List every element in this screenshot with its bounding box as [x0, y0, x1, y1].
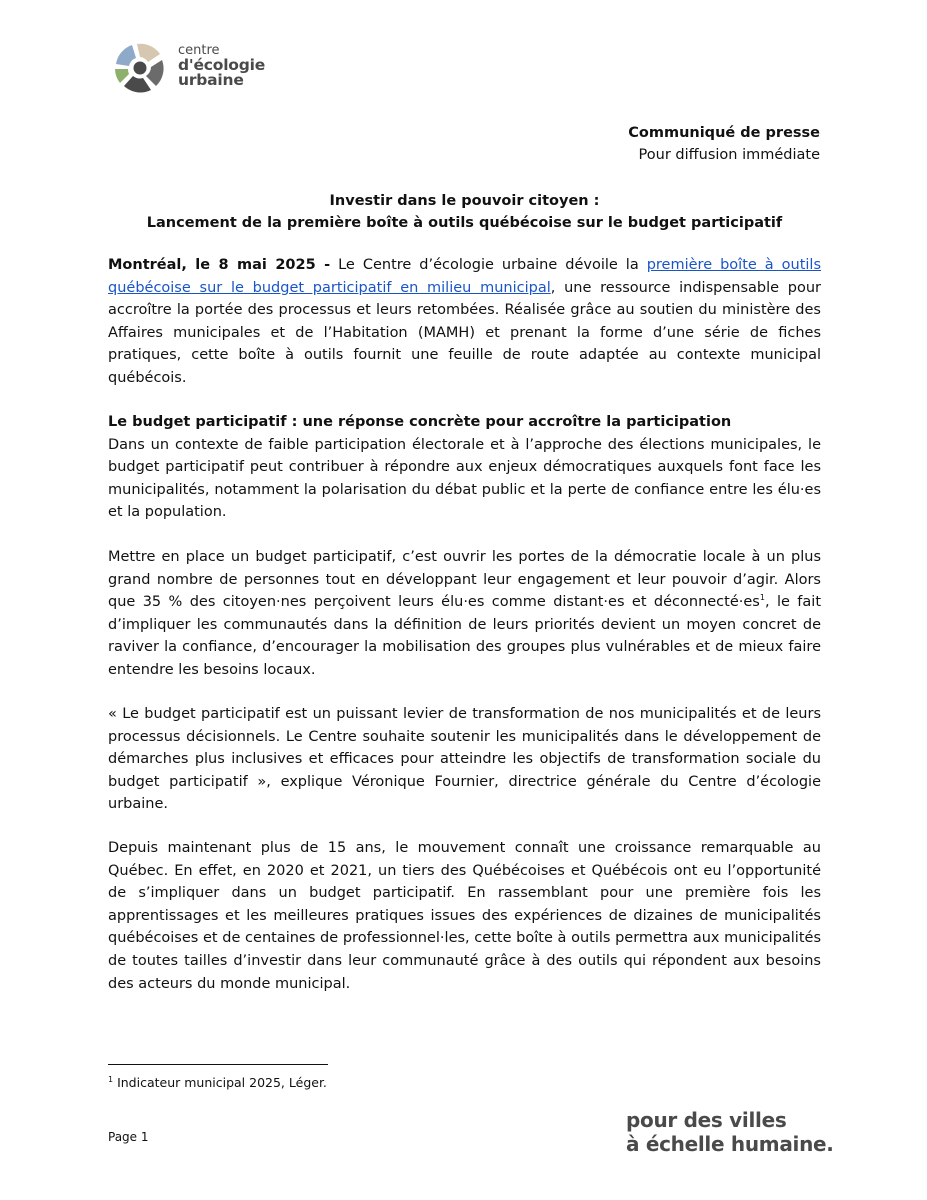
footnote-divider: [108, 1064, 328, 1065]
footnote-ref: 1: [759, 593, 765, 603]
press-label: Communiqué de presse: [628, 125, 820, 141]
growth-paragraph: [108, 837, 821, 995]
logo-mark-icon: [110, 38, 170, 98]
title-line-2: Lancement de la première boîte à outils québécoise sur le budget participatif: [146, 215, 783, 231]
intro-paragraph: [108, 254, 821, 390]
footnote-text: Indicateur municipal 2025, Léger.: [113, 1075, 327, 1090]
intro-text-before: Le Centre d’écologie urbaine dévoile la: [330, 257, 647, 273]
document-title: [108, 190, 821, 234]
section-block-1: [108, 411, 821, 524]
section-paragraph-1: Dans un contexte de faible participation électorale et à l’approche des élections municipales, le budget participatif peut contribuer à répondre aux enjeux démocratiques auxquels font face les municipalités, notamment la polarisation du débat public et la perte de confiance entre les élu·es et la population.: [108, 436, 821, 521]
press-header: [628, 122, 820, 166]
logo-line-1: centre: [178, 43, 220, 58]
dateline: Montréal, le 8 mai 2025 -: [108, 257, 331, 273]
tagline-line-1: pour des villes: [626, 1108, 787, 1132]
tagline: [626, 1108, 834, 1156]
footnote: [108, 1075, 327, 1090]
page-number: Page 1: [108, 1130, 149, 1144]
quote-paragraph: [108, 703, 821, 816]
logo-line-2: d'écologie: [178, 56, 266, 74]
p2-text-after: , le fait d’impliquer les communautés dans la définition de leurs priorités devient un moyen concret de raviver la confiance, d’encourager la mobilisation des groupes plus vulnérables et de mieux faire entendre les besoins locaux.: [108, 594, 822, 678]
title-line-1: Investir dans le pouvoir citoyen :: [329, 193, 600, 209]
organization-logo: [110, 38, 280, 98]
logo-line-3: urbaine: [178, 71, 244, 89]
section-paragraph-2: [108, 546, 821, 682]
tagline-line-2: à échelle humaine.: [626, 1132, 834, 1156]
toolkit-link[interactable]: première boîte à outils québécoise sur le budget participatif en milieu municipal: [108, 257, 822, 296]
section-heading: Le budget participatif : une réponse concrète pour accroître la participation: [108, 414, 732, 430]
intro-text-after: , une ressource indispensable pour accroître la portée des processus et leurs retombées. Réalisée grâce au soutien du ministère des Affaires municipales et de l’Habitation (MAMH) et prenant la forme d’une série de fiches pratiques, cette boîte à outils fournit une feuille de route adaptée au contexte municipal québécois.: [108, 279, 822, 386]
footnote-mark: 1: [108, 1074, 114, 1084]
logo-wordmark: [178, 43, 265, 88]
section-paragraph-3: « Le budget participatif est un puissant levier de transformation de nos municipalités et de leurs processus décisionnels. Le Centre souhaite soutenir les municipalités dans le développement de démarches plus inclusives et efficaces pour atteindre les objectifs de transformation sociale du budget participatif », explique Véronique Fournier, directrice générale du Centre d’écologie urbaine.: [108, 706, 821, 813]
release-label: Pour diffusion immédiate: [638, 147, 820, 163]
section-paragraph-4: Depuis maintenant plus de 15 ans, le mouvement connaît une croissance remarquable au Québec. En effet, en 2020 et 2021, un tiers des Québécoises et Québécois ont eu l’opportunité de s’impliquer dans un budget participatif. En rassemblant pour une première fois les apprentissages et les meilleures pratiques issues des expériences de dizaines de municipalités québécoises et de centaines de professionnel·les, cette boîte à outils permettra aux municipalités de toutes tailles d’investir dans leur communauté grâce à des outils qui répondent aux besoins des acteurs du monde municipal.: [108, 840, 821, 992]
p2-text-before: Mettre en place un budget participatif, c’est ouvrir les portes de la démocratie locale à un plus grand nombre de personnes tout en développant leur engagement et leur pouvoir d’agir. Alors que 35 % des citoyen·nes perçoivent leurs élu·es comme distant·es et déconnecté·es: [108, 549, 821, 611]
